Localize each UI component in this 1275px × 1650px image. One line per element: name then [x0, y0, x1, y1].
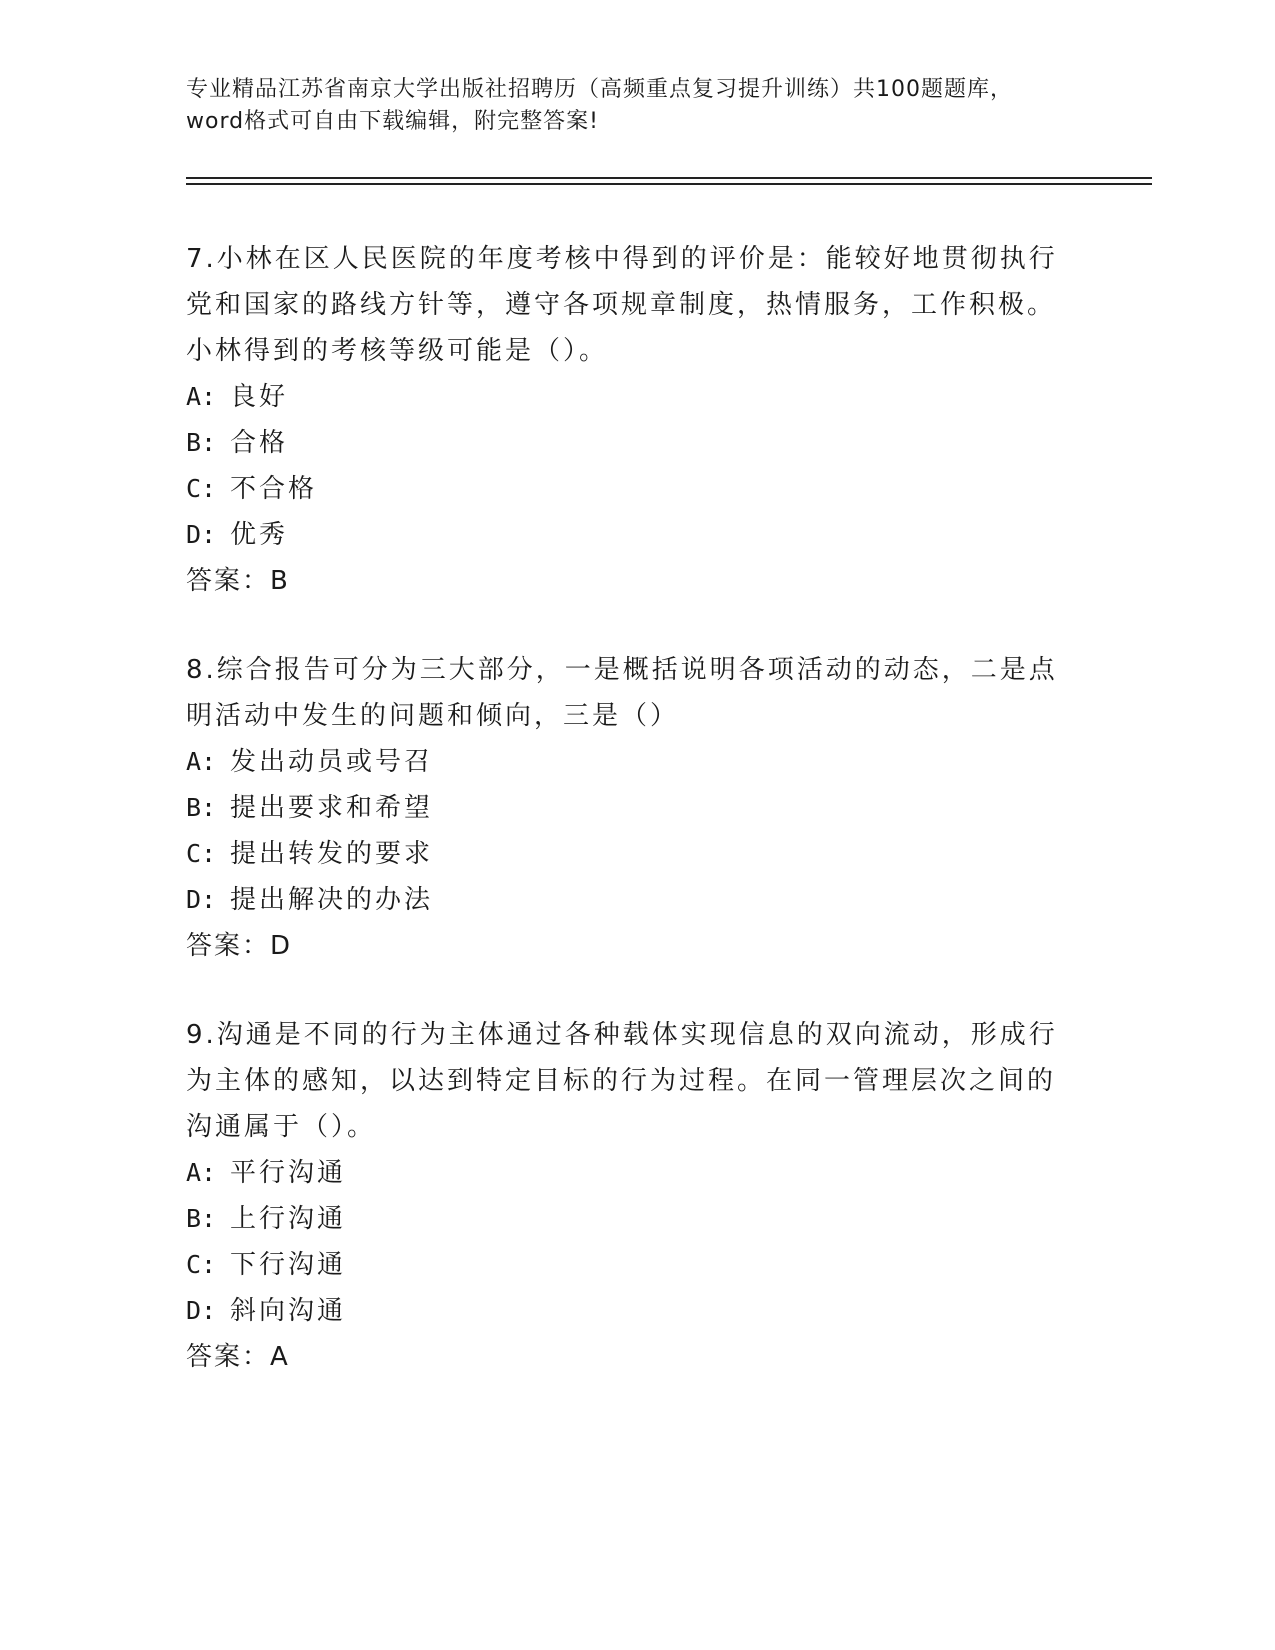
option-letter: D: [186, 1296, 217, 1325]
header-divider-bottom [186, 183, 1152, 185]
option-d [186, 512, 1066, 558]
option-text: 提出要求和希望 [230, 793, 434, 823]
option-letter: C: [186, 1250, 217, 1279]
option-text: 良好 [230, 382, 289, 412]
option-a [186, 374, 1066, 420]
answer-line: 答案：A [186, 1342, 290, 1372]
question-9 [186, 1012, 1066, 1380]
option-letter: A: [186, 747, 217, 776]
option-letter: D: [186, 520, 217, 549]
option-text: 提出转发的要求 [230, 839, 434, 869]
option-b [186, 420, 1066, 466]
question-stem: 9.沟通是不同的行为主体通过各种载体实现信息的双向流动，形成行为主体的感知，以达到特定目标的行为过程。在同一管理层次之间的沟通属于（）。 [186, 1020, 1058, 1142]
option-text: 提出解决的办法 [230, 885, 434, 915]
option-letter: C: [186, 839, 217, 868]
header-divider-top [186, 177, 1152, 179]
option-letter: B: [186, 793, 217, 822]
option-letter: B: [186, 1204, 217, 1233]
question-stem: 8.综合报告可分为三大部分，一是概括说明各项活动的动态，二是点明活动中发生的问题和倾向，三是（） [186, 655, 1058, 731]
option-d [186, 1288, 1066, 1334]
option-text: 不合格 [230, 474, 318, 504]
option-letter: A: [186, 382, 217, 411]
question-stem: 7.小林在区人民医院的年度考核中得到的评价是：能较好地贯彻执行党和国家的路线方针等，遵守各项规章制度，热情服务，工作积极。小林得到的考核等级可能是（）。 [186, 244, 1058, 366]
option-text: 优秀 [230, 520, 289, 550]
option-text: 发出动员或号召 [230, 747, 434, 777]
option-b [186, 785, 1066, 831]
option-text: 下行沟通 [230, 1250, 347, 1280]
option-a [186, 739, 1066, 785]
option-c [186, 1242, 1066, 1288]
option-letter: B: [186, 428, 217, 457]
option-letter: D: [186, 885, 217, 914]
answer-line: 答案：D [186, 931, 293, 961]
option-a [186, 1150, 1066, 1196]
option-text: 上行沟通 [230, 1204, 347, 1234]
option-letter: C: [186, 474, 217, 503]
option-text: 平行沟通 [230, 1158, 347, 1188]
option-d [186, 877, 1066, 923]
option-c [186, 831, 1066, 877]
option-letter: A: [186, 1158, 217, 1187]
option-text: 合格 [230, 428, 289, 458]
question-7 [186, 236, 1066, 604]
question-8 [186, 647, 1066, 969]
answer-line: 答案：B [186, 566, 290, 596]
option-b [186, 1196, 1066, 1242]
option-text: 斜向沟通 [230, 1296, 347, 1326]
option-c [186, 466, 1066, 512]
document-header: 专业精品江苏省南京大学出版社招聘历（高频重点复习提升训练）共100题题库，word格式可自由下载编辑，附完整答案! [186, 77, 1013, 134]
